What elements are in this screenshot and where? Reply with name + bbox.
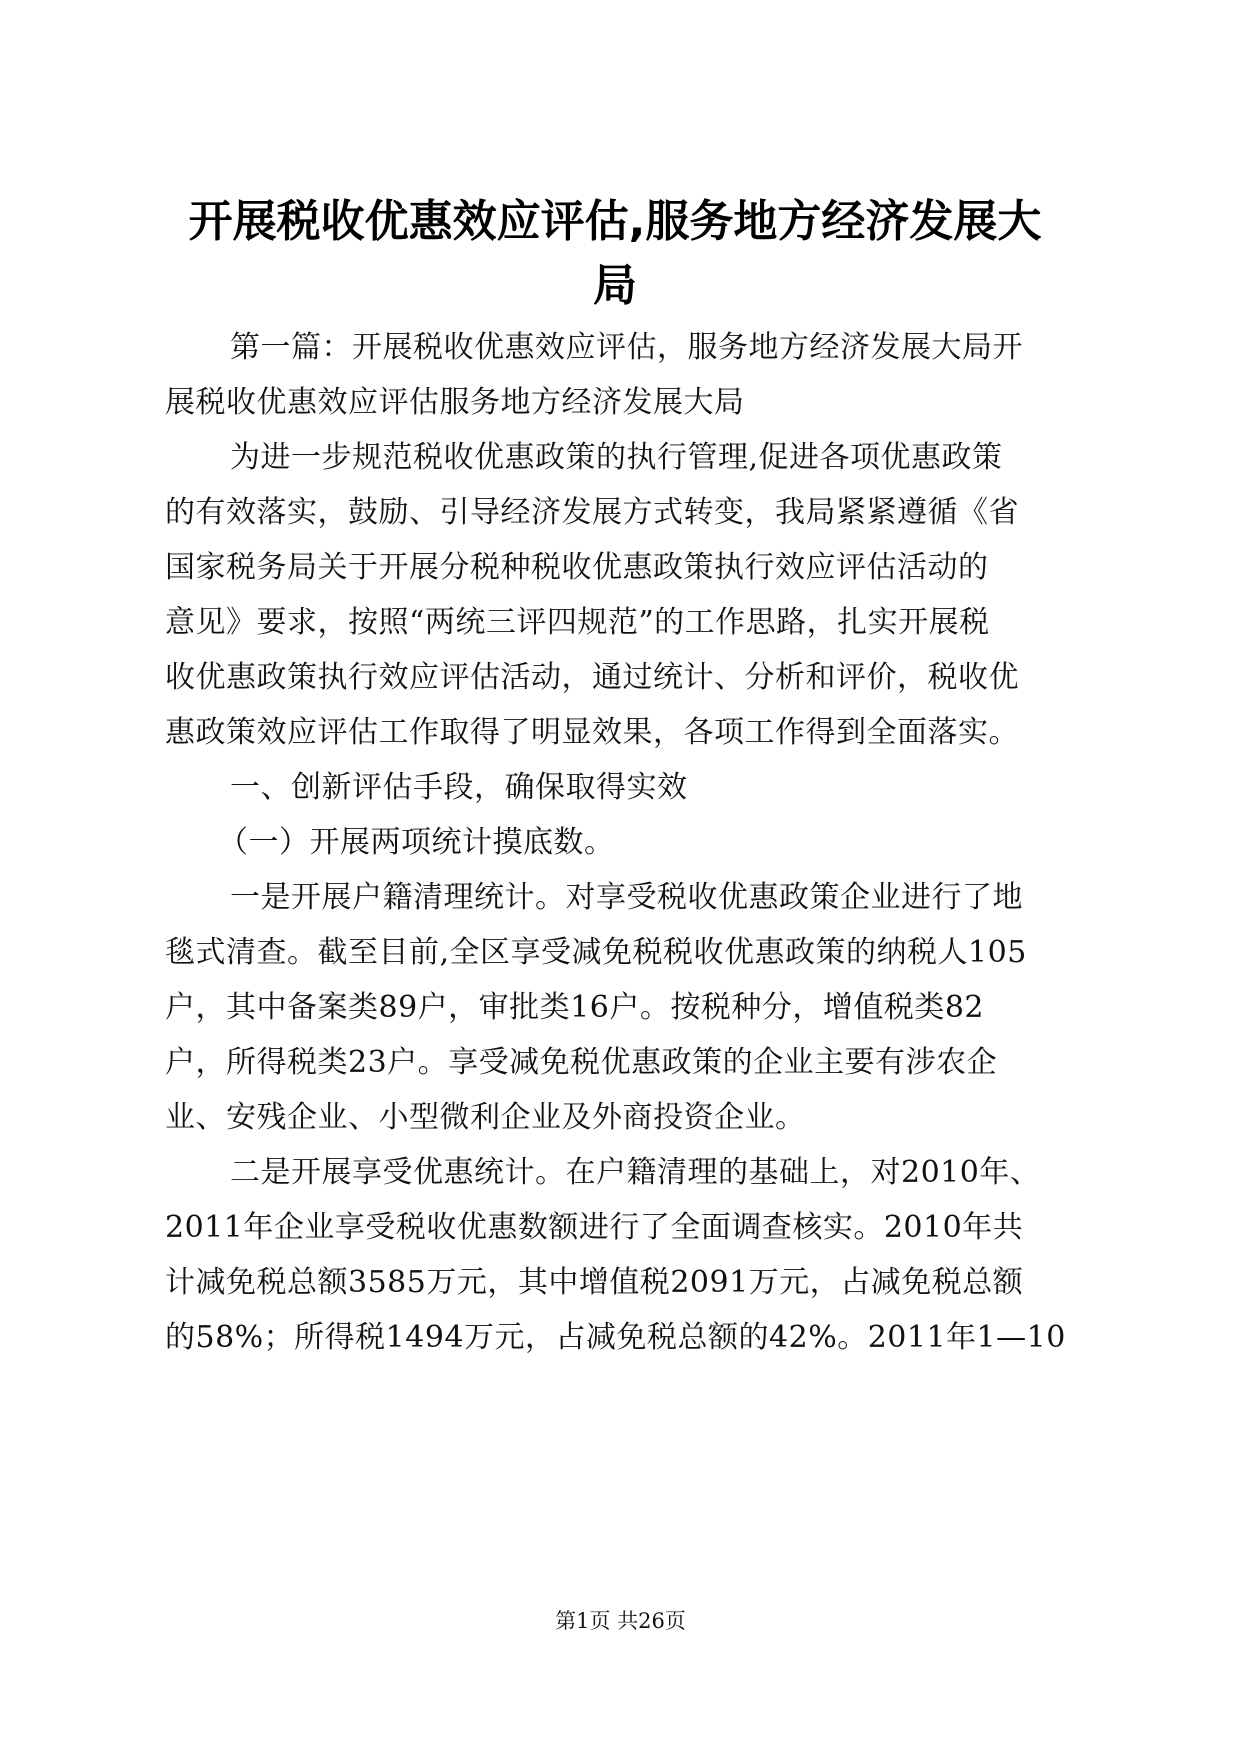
section-heading: 一、创新评估手段，确保取得实效 (230, 770, 688, 805)
body-line: 的有效落实，鼓励、引导经济发展方式转变，我局紧紧遵循《省 (165, 495, 1019, 530)
body-line: 的58%；所得税1494万元，占减免税总额的42%。2011年1—10 (165, 1320, 1066, 1355)
body-line: 惠政策效应评估工作取得了明显效果，各项工作得到全面落实。 (165, 715, 1019, 750)
document-title-line-1: 开展税收优惠效应评估,服务地方经济发展大 (188, 196, 1042, 247)
body-line: 毯式清查。截至目前,全区享受减免税税收优惠政策的纳税人105 (165, 935, 1027, 970)
body-line: 为进一步规范税收优惠政策的执行管理,促进各项优惠政策 (230, 440, 1003, 475)
body-line: 二是开展享受优惠统计。在户籍清理的基础上，对2010年、 (230, 1155, 1041, 1190)
body-line: 2011年企业享受税收优惠数额进行了全面调查核实。2010年共 (165, 1210, 1024, 1245)
subsection-heading: （一）开展两项统计摸底数。 (218, 825, 615, 860)
body-line: 意见》要求，按照“两统三评四规范”的工作思路，扎实开展税 (165, 605, 990, 640)
page-number-footer: 第1页 共26页 (555, 1609, 686, 1633)
body-line: 收优惠政策执行效应评估活动，通过统计、分析和评价，税收优 (165, 660, 1019, 695)
body-line: 国家税务局关于开展分税种税收优惠政策执行效应评估活动的 (165, 550, 989, 585)
body-line: 第一篇：开展税收优惠效应评估，服务地方经济发展大局开 (230, 330, 1023, 365)
body-line: 户，其中备案类89户，审批类16户。按税种分，增值税类82 (165, 990, 985, 1025)
body-line: 计减免税总额3585万元，其中增值税2091万元，占减免税总额 (165, 1265, 1024, 1300)
body-line: 展税收优惠效应评估服务地方经济发展大局 (165, 385, 745, 420)
body-line: 业、安残企业、小型微利企业及外商投资企业。 (165, 1100, 806, 1135)
document-title-line-2: 局 (593, 260, 637, 311)
body-line: 一是开展户籍清理统计。对享受税收优惠政策企业进行了地 (230, 880, 1023, 915)
body-line: 户，所得税类23户。享受减免税优惠政策的企业主要有涉农企 (165, 1045, 998, 1080)
